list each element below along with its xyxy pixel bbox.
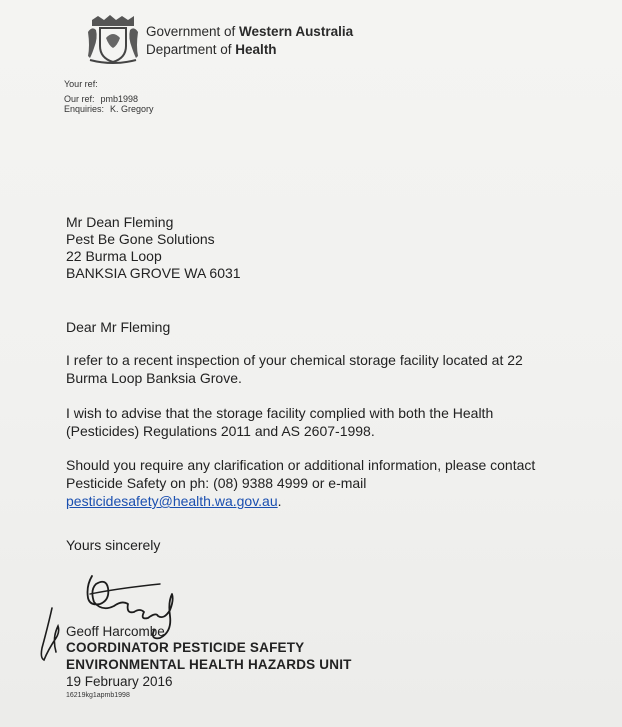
paragraph-2-line-2: (Pesticides) Regulations 2011 and AS 2607-1998. [66, 423, 375, 439]
wa-government-crest-icon [84, 14, 142, 66]
sign-off: Yours sincerely [66, 537, 161, 553]
email-link[interactable]: pesticidesafety@health.wa.gov.au [66, 493, 278, 509]
paragraph-3-line-2: Pesticide Safety on ph: (08) 9388 4999 or e-mail [66, 475, 367, 491]
file-code: 16219kg1apmb1998 [66, 692, 130, 699]
our-ref: Our ref: pmb1998 [64, 94, 139, 104]
signatory-title-1: COORDINATOR PESTICIDE SAFETY [66, 640, 305, 655]
enquiries-ref: Enquiries: K. Gregory [64, 104, 154, 114]
letter-date: 19 February 2016 [66, 674, 173, 689]
recipient-city: BANKSIA GROVE WA 6031 [66, 265, 241, 281]
paragraph-1-line-2: Burma Loop Banksia Grove. [66, 370, 242, 386]
paragraph-1-line-1: I refer to a recent inspection of your chemical storage facility located at 22 [66, 352, 523, 368]
your-ref: Your ref: [64, 79, 98, 89]
email-line: pesticidesafety@health.wa.gov.au. [66, 493, 282, 509]
signatory-name: Geoff Harcombe [66, 624, 165, 639]
recipient-street: 22 Burma Loop [66, 248, 162, 264]
recipient-name: Mr Dean Fleming [66, 214, 174, 230]
salutation: Dear Mr Fleming [66, 319, 171, 335]
recipient-company: Pest Be Gone Solutions [66, 231, 215, 247]
letterhead-line-2: Department of Health [146, 42, 277, 57]
paragraph-3-line-1: Should you require any clarification or additional information, please contact [66, 457, 536, 473]
letterhead-line-1: Government of Western Australia [146, 24, 354, 39]
signatory-title-2: ENVIRONMENTAL HEALTH HAZARDS UNIT [66, 657, 352, 672]
paragraph-2-line-1: I wish to advise that the storage facility complied with both the Health [66, 405, 494, 421]
